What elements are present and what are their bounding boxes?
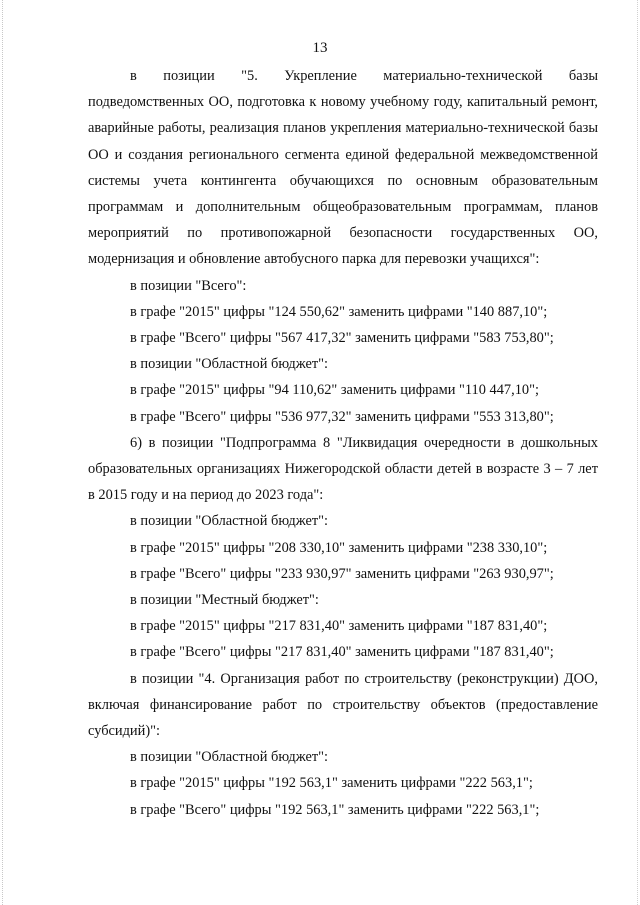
paragraph-replace-all-regional: в графе "Всего" цифры "536 977,32" заменить цифрами "553 313,80"; (130, 408, 554, 425)
paragraph-replace-2015-total: в графе "2015" цифры "124 550,62" заменить цифрами "140 887,10"; (130, 303, 548, 320)
document-body (88, 63, 598, 823)
paragraph-subprogram-8: 6) в позиции "Подпрограмма 8 "Ликвидация очередности в дошкольных образовательных организациях Нижегородской области детей в возрасте 3 – 7 лет в 2015 году и на период до 2023 года": (88, 434, 598, 504)
paragraph-replace-all-local: в графе "Всего" цифры "217 831,40" заменить цифрами "187 831,40"; (130, 644, 554, 661)
paragraph-replace-2015-local: в графе "2015" цифры "217 831,40" заменить цифрами "187 831,40"; (130, 618, 548, 635)
paragraph-replace-2015-regional: в графе "2015" цифры "94 110,62" заменить цифрами "110 447,10"; (130, 382, 539, 399)
scan-right-edge (637, 0, 638, 905)
paragraph-position-4-header: в позиции "4. Организация работ по строительству (реконструкции) ДОО, включая финансирование работ по строительству объектов (предоставление субсидий)": (88, 670, 598, 740)
paragraph-replace-2015-regional-3: в графе "2015" цифры "192 563,1" заменить цифрами "222 563,1"; (130, 775, 533, 792)
paragraph-position-5-header: в позиции "5. Укрепление материально-технической базы подведомственных ОО, подготовка к новому учебному году, капитальный ремонт, аварийные работы, реализация планов укрепления материально-технической базы ОО и создания регионального сегмента единой федеральной межведомственной системы учета контингента обучающихся по основным образовательным программам и дополнительным общеобразовательным программам, планов мероприятий по противопожарной безопасности государственных ОО, модернизация и обновление автобусного парка для перевозки учащихся": (88, 68, 598, 268)
paragraph-replace-all-regional-3: в графе "Всего" цифры "192 563,1" заменить цифрами "222 563,1"; (130, 801, 540, 818)
paragraph-replace-2015-regional-2: в графе "2015" цифры "208 330,10" заменить цифрами "238 330,10"; (130, 539, 548, 556)
paragraph-position-regional-budget-2: в позиции "Областной бюджет": (130, 513, 329, 530)
paragraph-replace-all-total: в графе "Всего" цифры "567 417,32" заменить цифрами "583 753,80"; (130, 330, 554, 347)
paragraph-position-local-budget: в позиции "Местный бюджет": (130, 592, 319, 609)
paragraph-replace-all-regional-2: в графе "Всего" цифры "233 930,97" заменить цифрами "263 930,97"; (130, 565, 554, 582)
paragraph-position-regional-budget-3: в позиции "Областной бюджет": (130, 749, 329, 766)
page-number: 13 (312, 40, 328, 56)
scan-left-edge (2, 0, 3, 905)
paragraph-position-total: в позиции "Всего": (130, 277, 247, 294)
paragraph-position-regional-budget: в позиции "Областной бюджет": (130, 356, 329, 373)
